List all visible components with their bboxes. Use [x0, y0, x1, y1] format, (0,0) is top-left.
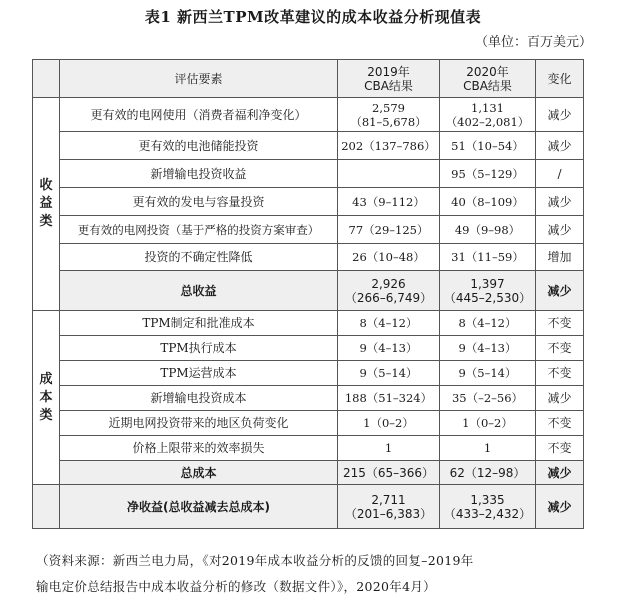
row-name: 更有效的电池储能投资 [60, 132, 338, 160]
row-change: 减少 [536, 386, 584, 411]
source-line-2: 输电定价总结报告中成本收益分析的修改（数据文件）》，2020年4月） [36, 579, 436, 594]
row-name: 新增输电投资收益 [60, 160, 338, 188]
row-2019: 26（10–48） [338, 244, 440, 271]
header-factor: 评估要素 [60, 60, 338, 98]
net-benefit-2020 [440, 485, 536, 529]
net-benefit-2019-range: （201–6,383） [344, 506, 433, 521]
table-row [33, 244, 584, 271]
row-2020: 51（10–54） [440, 132, 536, 160]
benefit-total-2020-value: 1,397 [470, 276, 505, 291]
row-2019 [338, 160, 440, 188]
net-benefit-change: 减少 [536, 485, 584, 529]
table-row [33, 386, 584, 411]
header-2020-year: 2020年 [466, 64, 509, 79]
cost-total-change: 减少 [536, 461, 584, 485]
row-change: 减少 [536, 188, 584, 216]
row-2020: 8（4–12） [440, 311, 536, 336]
row-change: 不变 [536, 436, 584, 461]
row-name: TPM制定和批准成本 [60, 311, 338, 336]
net-corner [33, 485, 60, 529]
row-change: 不变 [536, 311, 584, 336]
cost-total-name: 总成本 [60, 461, 338, 485]
benefit-total-change: 减少 [536, 271, 584, 311]
row-name: 更有效的电网使用（消费者福利净变化） [60, 98, 338, 132]
row-change: 减少 [536, 98, 584, 132]
cost-total-row [33, 461, 584, 485]
row-2019 [338, 98, 440, 132]
header-2019-cba: CBA结果 [364, 78, 413, 93]
row-2019: 188（51–324） [338, 386, 440, 411]
row-2020: 31（11–59） [440, 244, 536, 271]
source-note [36, 548, 596, 600]
net-benefit-row [33, 485, 584, 529]
benefit-total-2019-value: 2,926 [371, 276, 406, 291]
row-change: / [536, 160, 584, 188]
benefit-total-2020 [440, 271, 536, 311]
row-2020-range: （402–2,081） [445, 114, 530, 129]
row-2019: 9（5–14） [338, 361, 440, 386]
row-2020: 95（5–129） [440, 160, 536, 188]
category-cost-label: 成本类 [39, 371, 53, 423]
row-name: 新增输电投资成本 [60, 386, 338, 411]
net-benefit-name: 净收益(总收益减去总成本) [60, 485, 338, 529]
table-row [33, 436, 584, 461]
category-benefit [33, 98, 60, 311]
row-2019-value: 2,579 [372, 100, 405, 115]
row-change: 不变 [536, 411, 584, 436]
row-2019: 43（9–112） [338, 188, 440, 216]
row-2019: 1（0–2） [338, 411, 440, 436]
row-change: 增加 [536, 244, 584, 271]
header-2020 [440, 60, 536, 98]
header-corner [33, 60, 60, 98]
row-2020-value: 1,131 [471, 100, 504, 115]
row-2020: 35（–2–56） [440, 386, 536, 411]
benefit-total-2019-range: （266–6,749） [344, 290, 433, 305]
row-2019: 9（4–13） [338, 336, 440, 361]
row-2019: 8（4–12） [338, 311, 440, 336]
category-benefit-label: 收益类 [39, 178, 53, 229]
row-2019: 77（29–125） [338, 216, 440, 244]
row-change: 不变 [536, 336, 584, 361]
cost-total-2020: 62（12–98） [440, 461, 536, 485]
row-2019: 1 [338, 436, 440, 461]
source-line-1: （资料来源：新西兰电力局，《对2019年成本收益分析的反馈的回复–2019年 [36, 553, 474, 568]
row-2020: 9（5–14） [440, 361, 536, 386]
unit-label: （单位：百万美元） [474, 35, 592, 50]
table-row [33, 336, 584, 361]
header-row [33, 60, 584, 98]
row-change: 不变 [536, 361, 584, 386]
header-2019-year: 2019年 [367, 64, 410, 79]
table-row [33, 411, 584, 436]
table-row [33, 311, 584, 336]
net-benefit-2019-value: 2,711 [371, 492, 406, 507]
header-change: 变化 [536, 60, 584, 98]
category-cost [33, 311, 60, 485]
row-2020: 49（9–98） [440, 216, 536, 244]
row-name: 价格上限带来的效率损失 [60, 436, 338, 461]
row-name: TPM运营成本 [60, 361, 338, 386]
row-name: 投资的不确定性降低 [60, 244, 338, 271]
cba-table [32, 59, 584, 529]
row-change: 减少 [536, 216, 584, 244]
table-row [33, 188, 584, 216]
row-2020: 1 [440, 436, 536, 461]
table-row [33, 361, 584, 386]
row-change: 减少 [536, 132, 584, 160]
header-2020-cba: CBA结果 [463, 78, 512, 93]
benefit-total-2020-range: （445–2,530） [443, 290, 532, 305]
row-2020: 1（0–2） [440, 411, 536, 436]
table-title: 表1 新西兰TPM改革建议的成本收益分析现值表 [144, 8, 482, 26]
net-benefit-2020-value: 1,335 [470, 492, 505, 507]
row-2019-range: （81–5,678） [350, 114, 427, 129]
row-2020: 9（4–13） [440, 336, 536, 361]
table-row [33, 132, 584, 160]
row-name: 更有效的电网投资（基于严格的投资方案审查） [60, 216, 338, 244]
benefit-total-2019 [338, 271, 440, 311]
row-name: 更有效的发电与容量投资 [60, 188, 338, 216]
table-row [33, 216, 584, 244]
table-row [33, 160, 584, 188]
table-row [33, 98, 584, 132]
cost-total-2019: 215（65–366） [338, 461, 440, 485]
header-2019 [338, 60, 440, 98]
benefit-total-name: 总收益 [60, 271, 338, 311]
net-benefit-2020-range: （433–2,432） [443, 506, 532, 521]
row-2020: 40（8–109） [440, 188, 536, 216]
row-name: 近期电网投资带来的地区负荷变化 [60, 411, 338, 436]
net-benefit-2019 [338, 485, 440, 529]
row-2020 [440, 98, 536, 132]
row-name: TPM执行成本 [60, 336, 338, 361]
benefit-total-row [33, 271, 584, 311]
row-2019: 202（137–786） [338, 132, 440, 160]
